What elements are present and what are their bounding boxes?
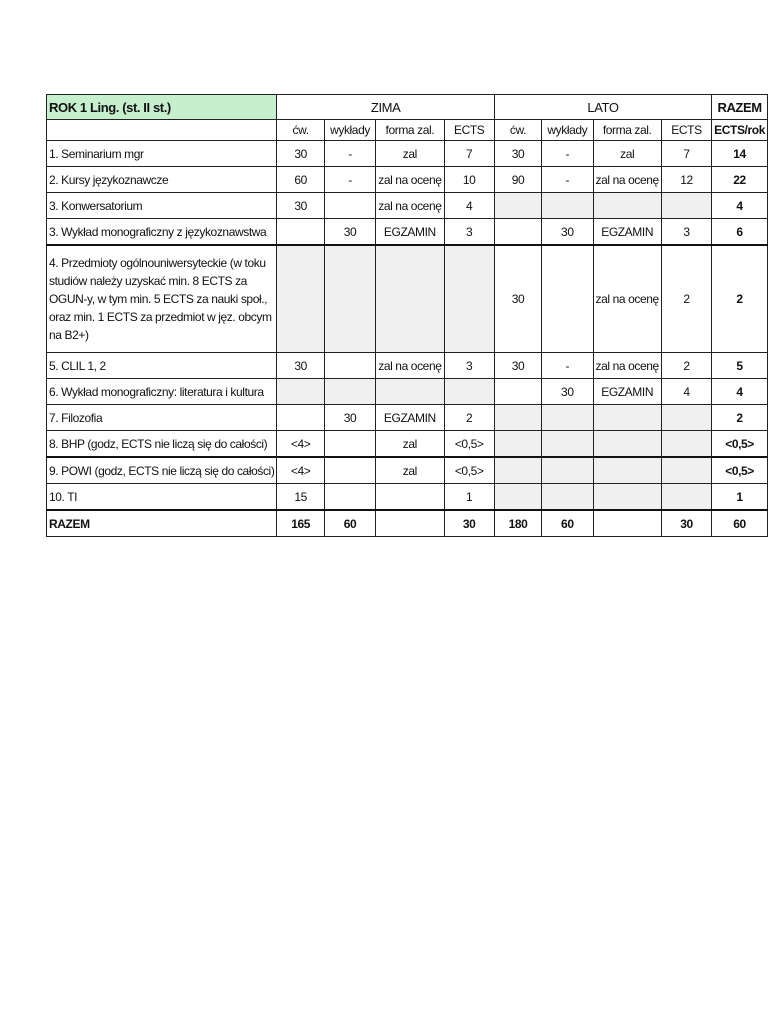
course-name: 10. TI (47, 484, 277, 511)
summer-form-cell: EGZAMIN (593, 219, 661, 246)
winter-form-cell (376, 484, 444, 511)
summer-ects-cell: 3 (661, 219, 711, 246)
winter-lectures-cell: 60 (324, 510, 375, 537)
winter-ects-cell: 2 (444, 405, 494, 431)
summer-form-cell (593, 405, 661, 431)
course-name: RAZEM (47, 510, 277, 537)
summer-cw-cell (494, 219, 541, 246)
winter-form-cell: zal na ocenę (376, 167, 444, 193)
winter-cw-cell (277, 219, 324, 246)
winter-ects-cell: 10 (444, 167, 494, 193)
summer-lectures-cell (542, 193, 593, 219)
blank-subheader (47, 120, 277, 141)
summer-semester-header: LATO (494, 95, 711, 120)
summer-form-cell (593, 510, 661, 537)
winter-ects-cell (444, 245, 494, 353)
summer-ects-cell (661, 457, 711, 484)
summer-cw-cell (494, 193, 541, 219)
winter-ects-cell: <0,5> (444, 457, 494, 484)
ects-per-year-cell: <0,5> (712, 431, 768, 458)
winter-ects-cell: 3 (444, 353, 494, 379)
table-row (47, 219, 768, 246)
ects-per-year-cell: 22 (712, 167, 768, 193)
table-row (47, 484, 768, 511)
winter-ects-cell: 7 (444, 141, 494, 167)
winter-ects-cell: <0,5> (444, 431, 494, 458)
summer-cw-cell: 90 (494, 167, 541, 193)
summer-lectures-cell (542, 457, 593, 484)
total-row (47, 510, 768, 537)
summer-cw-cell (494, 405, 541, 431)
winter-form-cell (376, 245, 444, 353)
winter-lectures-header: wykłady (324, 120, 375, 141)
winter-lectures-cell (324, 431, 375, 458)
summer-ects-cell (661, 193, 711, 219)
winter-cw-cell (277, 245, 324, 353)
winter-form-cell: EGZAMIN (376, 219, 444, 246)
summer-form-cell (593, 457, 661, 484)
summer-lectures-cell: - (542, 141, 593, 167)
winter-lectures-cell (324, 193, 375, 219)
winter-cw-cell (277, 405, 324, 431)
summer-lectures-cell: - (542, 353, 593, 379)
summer-form-cell: zal na ocenę (593, 167, 661, 193)
total-header: RAZEM (712, 95, 768, 120)
summer-form-cell: zal na ocenę (593, 353, 661, 379)
winter-lectures-cell (324, 353, 375, 379)
winter-form-cell: zal (376, 431, 444, 458)
summer-lectures-cell (542, 405, 593, 431)
winter-form-cell: zal na ocenę (376, 353, 444, 379)
table-row (47, 193, 768, 219)
ects-per-year-cell: <0,5> (712, 457, 768, 484)
winter-form-cell: zal na ocenę (376, 193, 444, 219)
winter-lectures-cell: - (324, 141, 375, 167)
table-row (47, 405, 768, 431)
table-row (47, 379, 768, 405)
ects-per-year-cell: 5 (712, 353, 768, 379)
summer-ects-cell: 2 (661, 353, 711, 379)
header-row-2 (47, 120, 768, 141)
course-name: 3. Konwersatorium (47, 193, 277, 219)
summer-form-cell (593, 484, 661, 511)
winter-ects-cell: 4 (444, 193, 494, 219)
summer-lectures-cell: 30 (542, 219, 593, 246)
winter-form-header: forma zal. (376, 120, 444, 141)
ects-per-year-header: ECTS/rok (712, 120, 768, 141)
summer-form-cell (593, 193, 661, 219)
winter-cw-cell: 15 (277, 484, 324, 511)
summer-lectures-cell (542, 431, 593, 458)
winter-cw-cell: 165 (277, 510, 324, 537)
course-name: 4. Przedmioty ogólnouniwersyteckie (w toku studiów należy uzyskać min. 8 ECTS za OGUN-y, w tym min. 5 ECTS za nauki społ., oraz min. 1 ECTS za przedmiot w jęz. obcym na B2+) (47, 245, 277, 353)
summer-form-cell (593, 431, 661, 458)
summer-form-cell: zal (593, 141, 661, 167)
winter-lectures-cell: 30 (324, 405, 375, 431)
course-name: 1. Seminarium mgr (47, 141, 277, 167)
winter-lectures-cell: 30 (324, 219, 375, 246)
winter-cw-cell: 60 (277, 167, 324, 193)
summer-form-cell: zal na ocenę (593, 245, 661, 353)
summer-lectures-cell: 30 (542, 379, 593, 405)
study-plan-table (46, 94, 768, 537)
ects-per-year-cell: 4 (712, 193, 768, 219)
winter-ects-header: ECTS (444, 120, 494, 141)
summer-ects-cell (661, 405, 711, 431)
winter-cw-cell: <4> (277, 431, 324, 458)
winter-lectures-cell: - (324, 167, 375, 193)
summer-ects-header: ECTS (661, 120, 711, 141)
winter-form-cell (376, 379, 444, 405)
table-row (47, 353, 768, 379)
summer-cw-cell (494, 457, 541, 484)
course-name: 7. Filozofia (47, 405, 277, 431)
summer-cw-cell (494, 484, 541, 511)
summer-ects-cell: 12 (661, 167, 711, 193)
winter-semester-header: ZIMA (277, 95, 494, 120)
winter-lectures-cell (324, 245, 375, 353)
winter-form-cell: EGZAMIN (376, 405, 444, 431)
summer-ects-cell (661, 431, 711, 458)
summer-cw-header: ćw. (494, 120, 541, 141)
summer-form-header: forma zal. (593, 120, 661, 141)
summer-ects-cell: 2 (661, 245, 711, 353)
ects-per-year-cell: 4 (712, 379, 768, 405)
course-name: 9. POWI (godz, ECTS nie liczą się do całości) (47, 457, 277, 484)
table-title: ROK 1 Ling. (st. II st.) (47, 95, 277, 120)
course-name: 6. Wykład monograficzny: literatura i kultura (47, 379, 277, 405)
winter-ects-cell: 30 (444, 510, 494, 537)
course-name: 3. Wykład monograficzny z językoznawstwa (47, 219, 277, 246)
summer-ects-cell: 4 (661, 379, 711, 405)
winter-cw-cell (277, 379, 324, 405)
table-row (47, 245, 768, 353)
winter-ects-cell: 3 (444, 219, 494, 246)
summer-cw-cell: 180 (494, 510, 541, 537)
winter-cw-cell: 30 (277, 353, 324, 379)
summer-form-cell: EGZAMIN (593, 379, 661, 405)
summer-lectures-cell (542, 484, 593, 511)
summer-cw-cell: 30 (494, 245, 541, 353)
ects-per-year-cell: 6 (712, 219, 768, 246)
ects-per-year-cell: 2 (712, 245, 768, 353)
course-name: 8. BHP (godz, ECTS nie liczą się do całości) (47, 431, 277, 458)
ects-per-year-cell: 2 (712, 405, 768, 431)
course-name: 2. Kursy językoznawcze (47, 167, 277, 193)
summer-ects-cell: 7 (661, 141, 711, 167)
winter-form-cell: zal (376, 457, 444, 484)
ects-per-year-cell: 60 (712, 510, 768, 537)
summer-ects-cell (661, 484, 711, 511)
summer-cw-cell (494, 431, 541, 458)
winter-ects-cell (444, 379, 494, 405)
winter-lectures-cell (324, 484, 375, 511)
winter-lectures-cell (324, 457, 375, 484)
winter-form-cell: zal (376, 141, 444, 167)
summer-lectures-cell: - (542, 167, 593, 193)
summer-ects-cell: 30 (661, 510, 711, 537)
winter-cw-header: ćw. (277, 120, 324, 141)
summer-lectures-cell: 60 (542, 510, 593, 537)
winter-form-cell (376, 510, 444, 537)
summer-lectures-header: wykłady (542, 120, 593, 141)
summer-lectures-cell (542, 245, 593, 353)
table-row (47, 167, 768, 193)
winter-cw-cell: 30 (277, 193, 324, 219)
summer-cw-cell (494, 379, 541, 405)
winter-ects-cell: 1 (444, 484, 494, 511)
winter-lectures-cell (324, 379, 375, 405)
ects-per-year-cell: 14 (712, 141, 768, 167)
table-row (47, 431, 768, 458)
header-row-1 (47, 95, 768, 120)
ects-per-year-cell: 1 (712, 484, 768, 511)
table-row (47, 457, 768, 484)
summer-cw-cell: 30 (494, 353, 541, 379)
summer-cw-cell: 30 (494, 141, 541, 167)
table-row (47, 141, 768, 167)
winter-cw-cell: <4> (277, 457, 324, 484)
course-name: 5. CLIL 1, 2 (47, 353, 277, 379)
winter-cw-cell: 30 (277, 141, 324, 167)
